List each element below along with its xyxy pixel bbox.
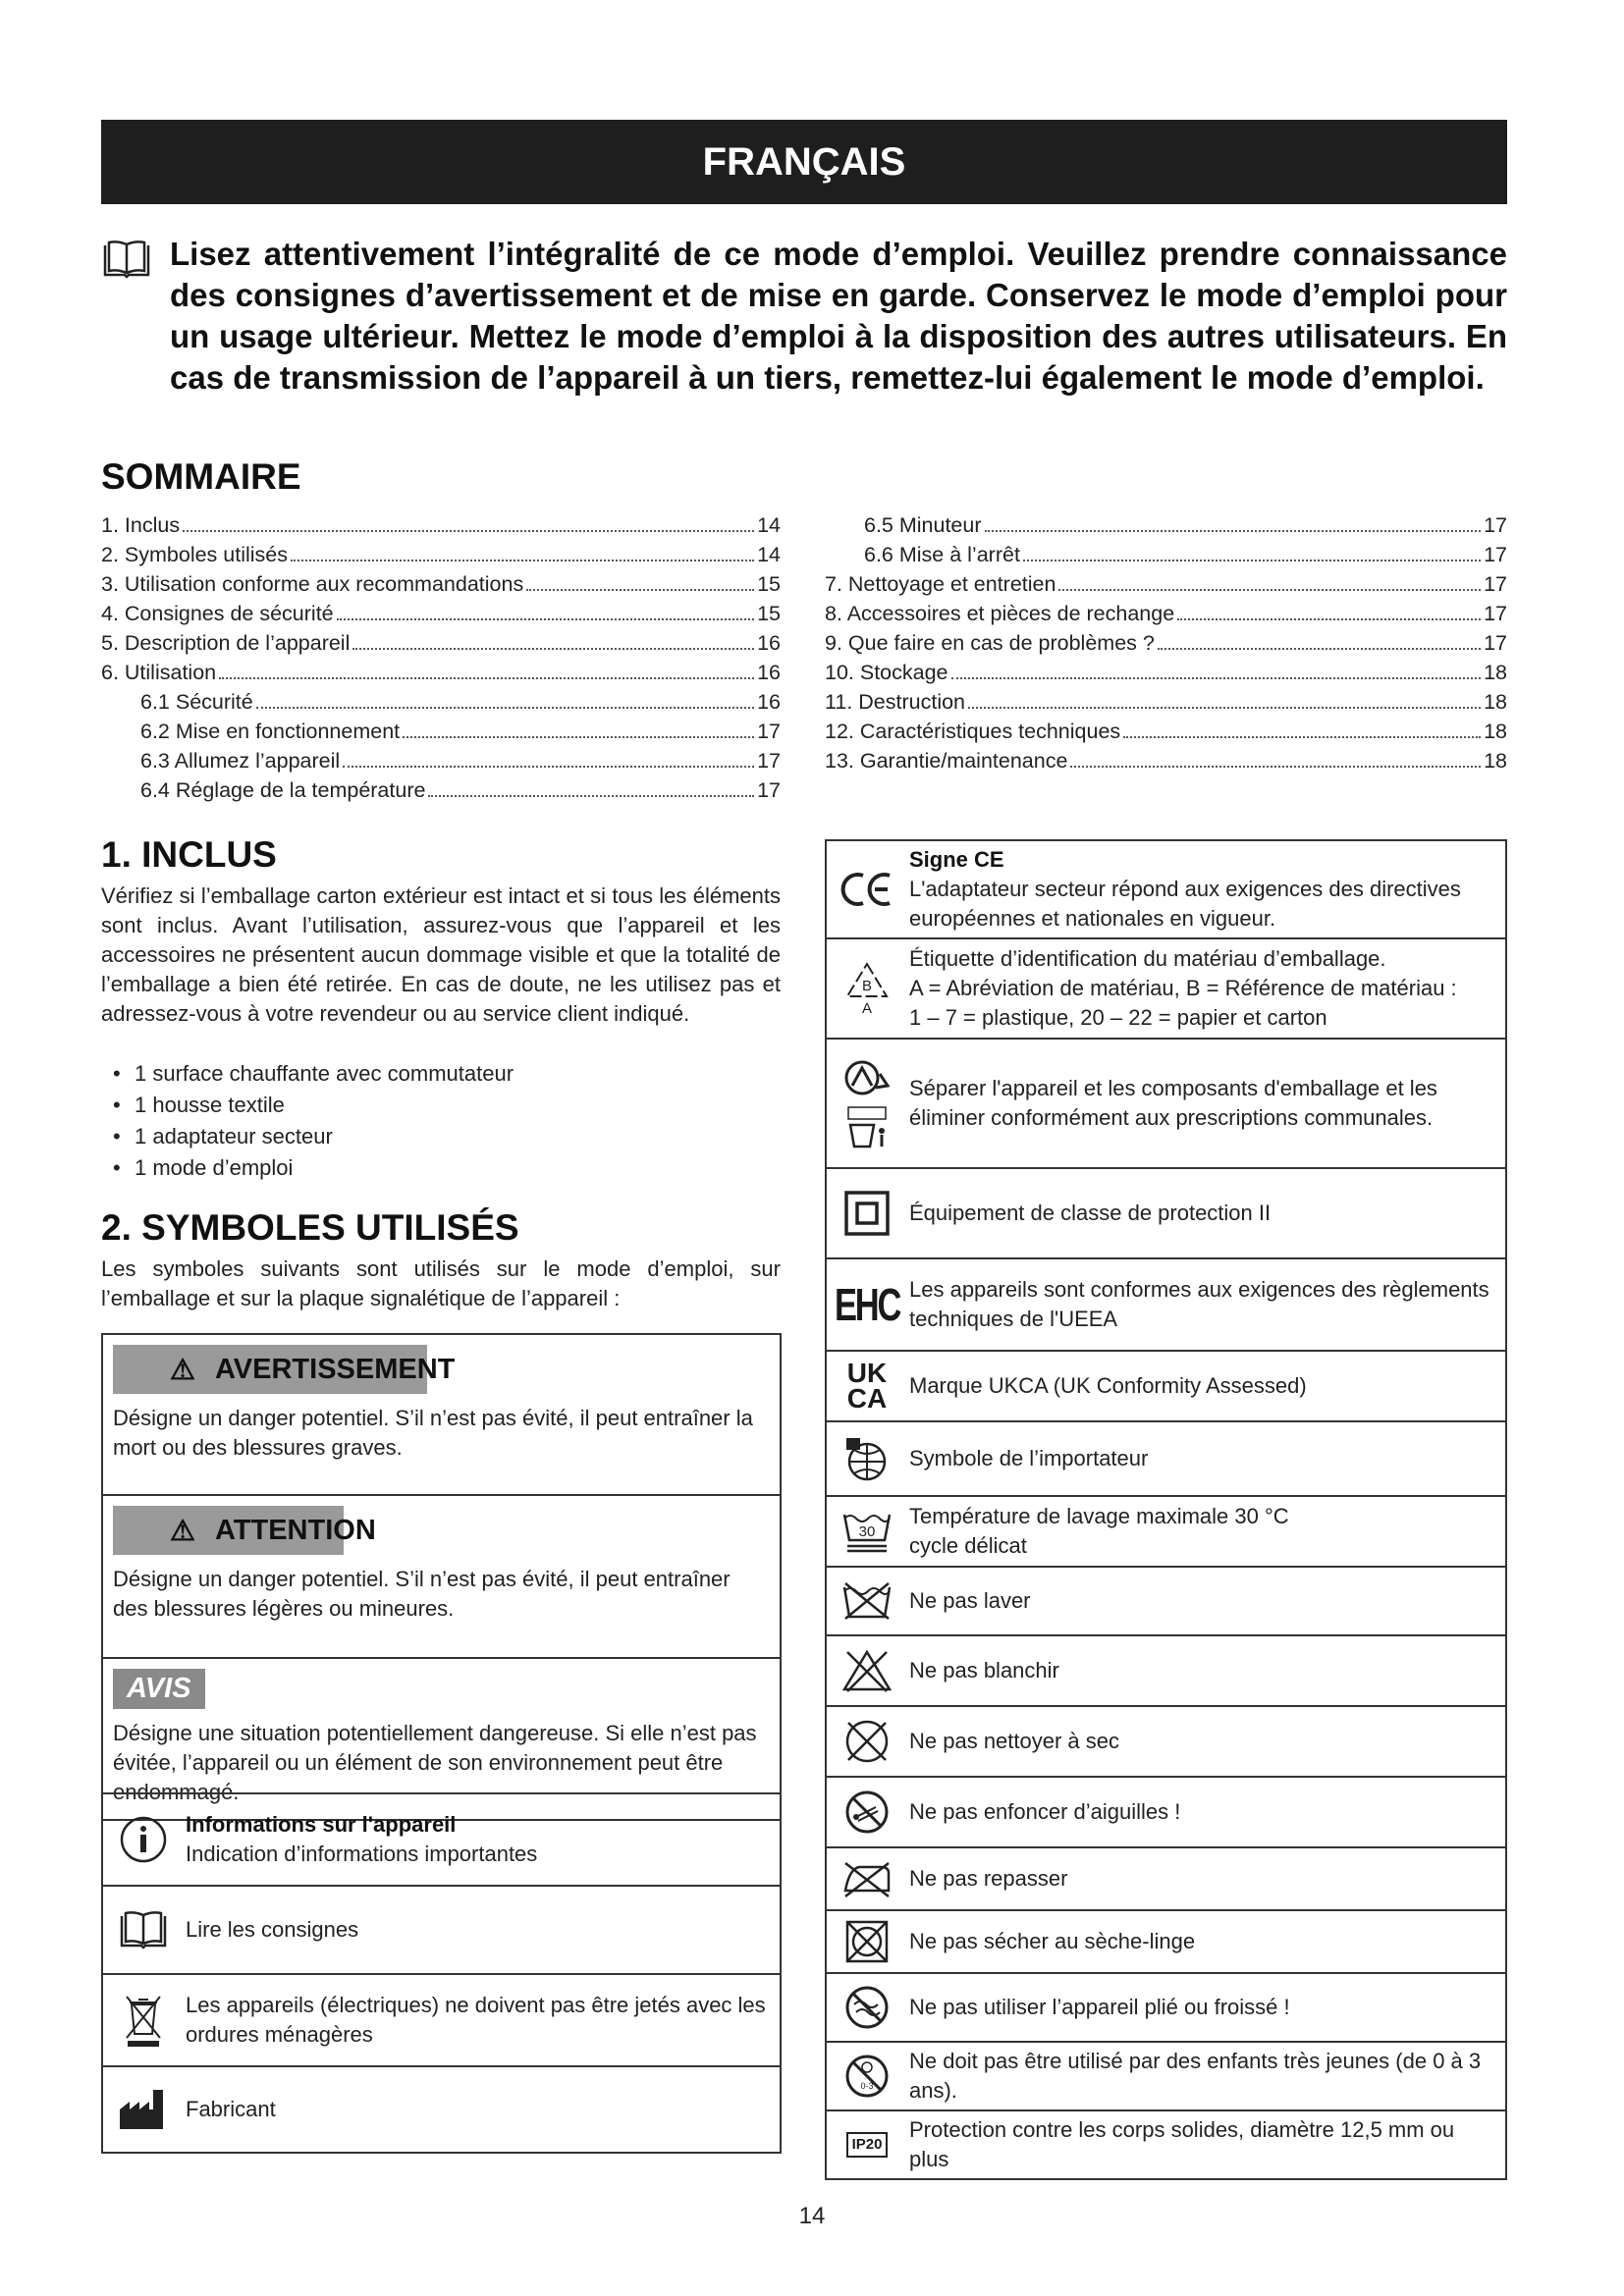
warning-label: ⚠ AVERTISSEMENT [113, 1345, 770, 1394]
aiguilles-text: Ne pas enfoncer d’aiguilles ! [909, 1799, 1181, 1824]
recycle-b-label: B [861, 977, 873, 994]
wash-30-icon [841, 1509, 893, 1554]
toc-item[interactable]: 13. Garantie/maintenance 18 [825, 749, 1507, 773]
ne-pas-blanchir-text: Ne pas blanchir [909, 1658, 1059, 1682]
list-item: • 1 mode d’emploi [101, 1152, 781, 1184]
list-item: • 1 adaptateur secteur [101, 1121, 781, 1152]
symbol-row [103, 1975, 780, 2067]
info-symbols-box [101, 1792, 782, 2154]
no-young-children-icon [842, 2052, 892, 2101]
warning-triangle-icon: ⚠ [170, 1354, 195, 1386]
toc-item[interactable]: 9. Que faire en cas de problèmes ? 17 [825, 631, 1507, 655]
recycle-a-label: A [861, 999, 872, 1017]
avis-label: AVIS [113, 1669, 205, 1709]
intro-block [101, 234, 1507, 399]
ip20-text: Protection contre les corps solides, diamètre 12,5 mm ou plus [909, 2117, 1455, 2171]
symbol-row [103, 2067, 780, 2152]
toc-item[interactable]: 4. Consignes de sécurité 15 [101, 602, 781, 625]
weee-text: Les appareils (électriques) ne doivent pas être jetés avec les ordures ménagères [186, 1993, 766, 2047]
toc-item[interactable]: 3. Utilisation conforme aux recommandations 15 [101, 572, 781, 596]
toc-item[interactable]: 6.6 Mise à l’arrêt 17 [864, 543, 1507, 566]
book-icon [101, 240, 152, 279]
importateur-text: Symbole de l’importateur [909, 1446, 1149, 1470]
symbol-row [827, 1497, 1505, 1568]
list-item: • 1 housse textile [101, 1090, 781, 1121]
inclus-title: 1. INCLUS [101, 834, 277, 875]
page-number: 14 [798, 2203, 826, 2229]
warning-cell [103, 1335, 780, 1496]
toc-item[interactable]: 6.5 Minuteur 17 [864, 513, 1507, 537]
ne-pas-nettoyer-text: Ne pas nettoyer à sec [909, 1729, 1120, 1753]
importer-icon [842, 1434, 892, 1483]
symbol-row [827, 2043, 1505, 2111]
do-not-bleach-icon [841, 1648, 893, 1693]
secher-text: Ne pas sécher au sèche-linge [909, 1929, 1196, 1953]
symbol-row [103, 1887, 780, 1975]
recycle-text-3: 1 – 7 = plastique, 20 – 22 = papier et carton [909, 1005, 1327, 1030]
symbol-row [827, 1352, 1505, 1422]
symbol-row [827, 2111, 1505, 2178]
factory-icon [118, 2088, 169, 2131]
symbol-row [827, 1974, 1505, 2043]
wash-temperature-label: 30 [858, 1523, 876, 1540]
age-range-label: 0-3 [860, 2081, 874, 2091]
language-banner [101, 120, 1507, 204]
symbol-row [827, 841, 1505, 939]
toc-item[interactable]: 6.2 Mise en fonctionnement 17 [140, 720, 781, 743]
avis-text: Désigne une situation potentiellement dangereuse. Si elle n’est pas évitée, l’appareil ou un élément de son environnement peut être endommagé. [113, 1721, 757, 1804]
toc-left [101, 510, 781, 805]
symbol-row [827, 1911, 1505, 1974]
lire-text: Lire les consignes [186, 1917, 359, 1942]
ne-pas-laver-text: Ne pas laver [909, 1588, 1031, 1613]
fabricant-text: Fabricant [186, 2097, 276, 2121]
lavage-text-1: Température de lavage maximale 30 °C [909, 1504, 1289, 1528]
info-icon [119, 1815, 168, 1864]
symbol-row [827, 1422, 1505, 1497]
ukca-mark-icon: UK CA [846, 1358, 888, 1414]
toc-item[interactable]: 2. Symboles utilisés 14 [101, 543, 781, 566]
book-icon [118, 1910, 169, 1949]
enfants-text: Ne doit pas être utilisé par des enfants très jeunes (de 0 à 3 ans). [909, 2049, 1482, 2103]
class-ii-icon [843, 1190, 891, 1237]
toc-item[interactable]: 12. Caractéristiques techniques 18 [825, 720, 1507, 743]
warning-triangle-icon: ⚠ [170, 1515, 195, 1547]
language-title: FRANÇAIS [702, 139, 906, 184]
toc-item[interactable]: 11. Destruction 18 [825, 690, 1507, 714]
recycle-text-1: Étiquette d’identification du matériau d’emballage. [909, 946, 1386, 971]
toc-item[interactable]: 6. Utilisation 16 [101, 661, 781, 684]
eac-text: Les appareils sont conformes aux exigences des règlements techniques de l'UEEA [909, 1277, 1489, 1331]
toc-item[interactable]: 8. Accessoires et pièces de rechange 17 [825, 602, 1507, 625]
symbol-row [827, 1169, 1505, 1259]
do-not-wash-icon [841, 1581, 893, 1621]
toc-title: SOMMAIRE [101, 456, 301, 497]
separer-text: Séparer l'appareil et les composants d'emballage et les éliminer conformément aux prescriptions communales. [909, 1076, 1437, 1130]
lavage-text-2: cycle délicat [909, 1533, 1027, 1558]
symbol-row [827, 1848, 1505, 1911]
symbol-row [827, 1636, 1505, 1707]
eac-mark-icon: EHC [834, 1279, 900, 1330]
inclus-list [101, 1058, 781, 1184]
ce-text: L'adaptateur secteur répond aux exigences des directives européennes et nationales en vigueur. [909, 877, 1461, 931]
toc-item[interactable]: 6.4 Réglage de la température 17 [140, 778, 781, 802]
caution-label: ⚠ ATTENTION [113, 1506, 770, 1555]
toc-item[interactable]: 1. Inclus 14 [101, 513, 781, 537]
repasser-text: Ne pas repasser [909, 1866, 1068, 1891]
do-not-iron-icon [841, 1859, 893, 1898]
warnings-box [101, 1333, 782, 1821]
do-not-dry-clean-icon [842, 1717, 892, 1766]
toc-item[interactable]: 5. Description de l’appareil 16 [101, 631, 781, 655]
recycling-separate-icon [842, 1056, 892, 1150]
toc-item[interactable]: 10. Stockage 18 [825, 661, 1507, 684]
inclus-text: Vérifiez si l’emballage carton extérieur est intact et si tous les éléments sont inclus. Avant l’utilisation, assurez-vous que l’appareil et les accessoires ne présentent aucun dommage visible et que la totalité de l’emballage a bien été retirée. En cas de doute, ne les utilisez pas et adressez-vous à votre revendeur ou au service client indiqué. [101, 883, 781, 1026]
symboles-text: Les symboles suivants sont utilisés sur le mode d’emploi, sur l’emballage et sur la plaque signalétique de l’appareil : [101, 1256, 781, 1310]
info-title: Informations sur l'appareil [186, 1812, 457, 1837]
symbol-row [827, 1040, 1505, 1169]
symbol-row [827, 1707, 1505, 1778]
caution-text: Désigne un danger potentiel. S’il n’est pas évité, il peut entraîner des blessures légères ou mineures. [113, 1567, 731, 1621]
symbol-row [827, 1568, 1505, 1636]
list-item: • 1 surface chauffante avec commutateur [101, 1058, 781, 1090]
crossed-bin-icon [124, 1993, 163, 2048]
classe2-text: Équipement de classe de protection II [909, 1201, 1272, 1225]
do-not-tumble-dry-icon [844, 1919, 890, 1964]
symbol-row [827, 1778, 1505, 1848]
intro-text: Lisez attentivement l’intégralité de ce mode d’emploi. Veuillez prendre connaissance des consignes d’avertissement et de mise en garde. Conservez le mode d’emploi pour un usage ultérieur. Mettez le mode d’emploi à la disposition des autres utilisateurs. En cas de transmission de l’appareil à un tiers, remettez-lui également le mode d’emploi. [170, 236, 1507, 396]
warning-text: Désigne un danger potentiel. S’il n’est pas évité, il peut entraîner la mort ou des blessures graves. [113, 1406, 753, 1460]
info-text: Indication d’informations importantes [186, 1842, 538, 1866]
ukca-text: Marque UKCA (UK Conformity Assessed) [909, 1373, 1307, 1398]
toc-item[interactable]: 6.1 Sécurité 16 [140, 690, 781, 714]
toc-right [825, 510, 1507, 775]
symbol-row [103, 1794, 780, 1887]
no-pins-icon [842, 1788, 892, 1837]
recycle-text-2: A = Abréviation de matériau, B = Référence de matériau : [909, 976, 1457, 1000]
caution-cell [103, 1496, 780, 1659]
ce-mark-icon [839, 870, 894, 909]
no-folded-use-icon [842, 1983, 892, 2032]
ce-title: Signe CE [909, 847, 1004, 872]
ip20-icon: IP20 [846, 2132, 889, 2158]
recycle-triangle-icon [844, 961, 890, 1000]
toc-item[interactable]: 6.3 Allumez l’appareil 17 [140, 749, 781, 773]
symbol-row [827, 1259, 1505, 1352]
symbol-row [827, 939, 1505, 1040]
toc-item[interactable]: 7. Nettoyage et entretien 17 [825, 572, 1507, 596]
symboles-title: 2. SYMBOLES UTILISÉS [101, 1207, 519, 1248]
symbols-table [825, 839, 1507, 2180]
plie-text: Ne pas utiliser l’appareil plié ou froissé ! [909, 1995, 1290, 2019]
